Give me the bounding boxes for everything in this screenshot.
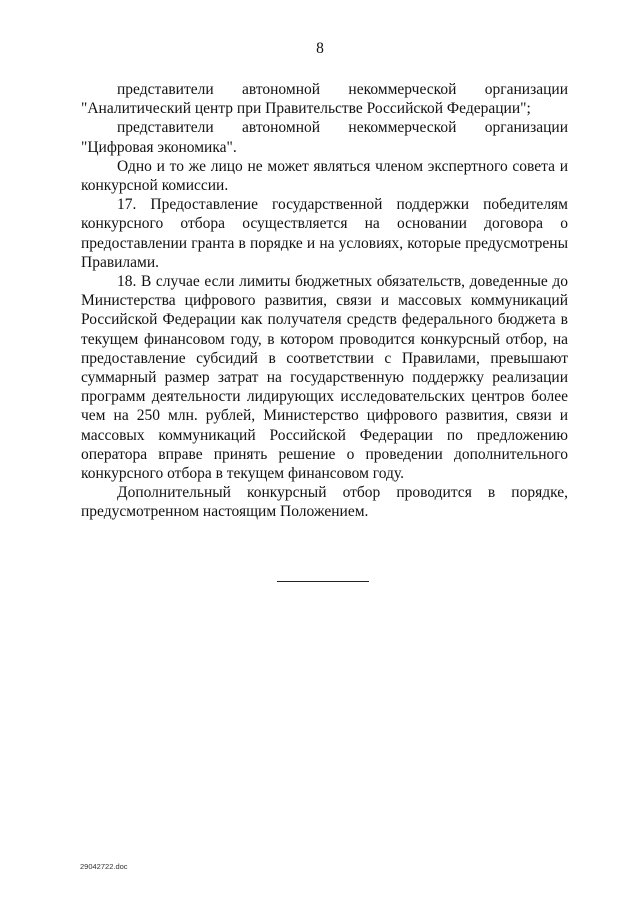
paragraph-analytical-center: представители автономной некоммерческой организации "Аналитический центр при Правительстве Российской Федерации"; [81, 81, 568, 118]
end-separator-line [277, 581, 369, 582]
paragraph-clause-17: 17. Предоставление государственной поддержки победителям конкурсного отбора осуществляется на основании договора о предоставлении гранта в порядке и на условиях, которые предусмотрены Правилами. [81, 196, 568, 271]
paragraph-clause-18: 18. В случае если лимиты бюджетных обязательств, доведенные до Министерства цифрового развития, связи и массовых коммуникаций Российской Федерации как получателя средств федерального бюджета в текущем финансовом году, в котором проводится конкурсный отбор, на предоставление субсидий в соответствии с Правилами, превышают суммарный размер затрат на государственную поддержку реализации программ деятельности лидирующих исследовательских центров более чем на 250 млн. рублей, Министерство цифрового развития, связи и массовых коммуникаций Российской Федерации по предложению оператора вправе принять решение о проведении дополнительного конкурсного отбора в текущем финансовом году. [81, 273, 568, 483]
page-number: 8 [316, 40, 324, 57]
document-file-id: 29042722.doc [80, 862, 128, 871]
document-body [81, 80, 568, 522]
paragraph-membership-restriction: Одно и то же лицо не может являться членом экспертного совета и конкурсной комиссии. [81, 157, 568, 195]
paragraph-digital-economy: представители автономной некоммерческой организации "Цифровая экономика". [81, 119, 568, 156]
paragraph-additional-selection: Дополнительный конкурсный отбор проводится в порядке, предусмотренном настоящим Положением. [81, 484, 568, 521]
